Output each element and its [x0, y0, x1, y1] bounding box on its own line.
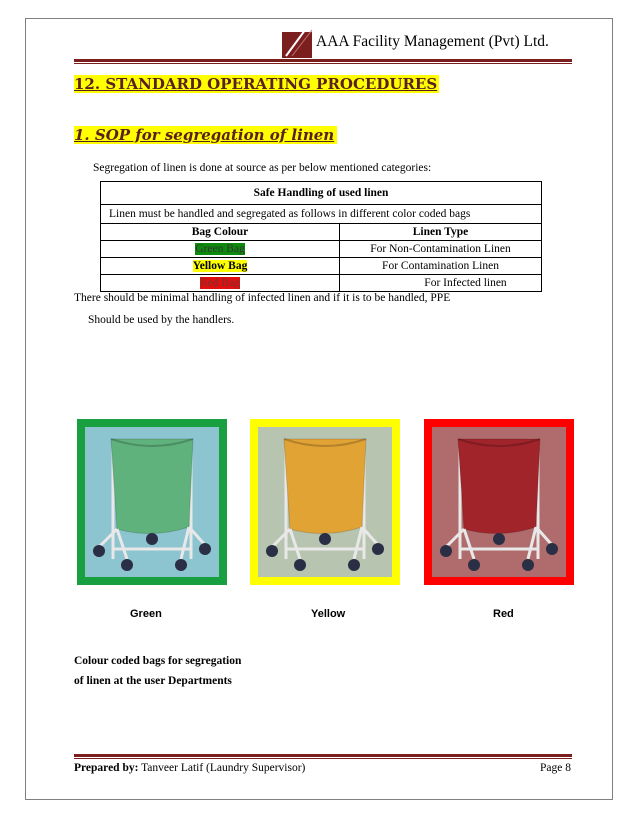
table-row — [101, 258, 542, 275]
footer-rule-thin — [74, 758, 572, 759]
laundry-trolley-picture — [77, 419, 227, 585]
table-title: Safe Handling of used linen — [101, 182, 542, 205]
linen-type-cell: For Contamination Linen — [340, 258, 542, 275]
column-header-bag-colour: Bag Colour — [101, 224, 340, 241]
figure-caption-line2: of linen at the user Departments — [74, 675, 232, 687]
header-rule-thin — [74, 63, 572, 64]
page-number: Page 8 — [540, 762, 571, 774]
ppe-note-line1: There should be minimal handling of infected linen and if it is to be handled, PPE — [74, 292, 451, 304]
table-subtitle: Linen must be handled and segregated as follows in different color coded bags — [101, 205, 542, 224]
footer-prepared-by — [74, 762, 305, 774]
ppe-note-line2: Should be used by the handlers. — [88, 314, 235, 326]
subsection-title: 1. SOP for segregation of linen — [74, 126, 337, 144]
green-bag-image — [77, 419, 227, 585]
green-bag-cell: Green Bag — [195, 243, 245, 255]
linen-type-cell: For Non-Contamination Linen — [340, 241, 542, 258]
header-rule — [74, 59, 572, 62]
linen-type-cell: For Infected linen — [340, 275, 542, 292]
column-header-linen-type: Linen Type — [340, 224, 542, 241]
caption-yellow: Yellow — [311, 608, 346, 620]
yellow-bag-image — [250, 419, 400, 585]
prepared-by-label: Prepared by: — [74, 762, 139, 774]
caption-red: Red — [493, 608, 514, 620]
prepared-by-name: Tanveer Latif (Laundry Supervisor) — [138, 762, 306, 774]
linen-table — [100, 181, 542, 292]
laundry-trolley-picture — [424, 419, 574, 585]
yellow-bag-cell: Yellow Bag — [192, 260, 248, 272]
footer-rule — [74, 754, 572, 757]
company-name: AAA Facility Management (Pvt) Ltd. — [316, 33, 549, 50]
intro-text: Segregation of linen is done at source as per below mentioned categories: — [93, 162, 432, 174]
table-row — [101, 275, 542, 292]
caption-green: Green — [130, 608, 162, 620]
section-title: 12. STANDARD OPERATING PROCEDURES — [74, 75, 438, 93]
company-logo-icon — [282, 26, 312, 58]
figure-caption-line1: Colour coded bags for segregation — [74, 655, 242, 667]
red-bag-cell: Red Bag — [200, 277, 240, 289]
table-row — [101, 241, 542, 258]
red-bag-image — [424, 419, 574, 585]
laundry-trolley-picture — [250, 419, 400, 585]
